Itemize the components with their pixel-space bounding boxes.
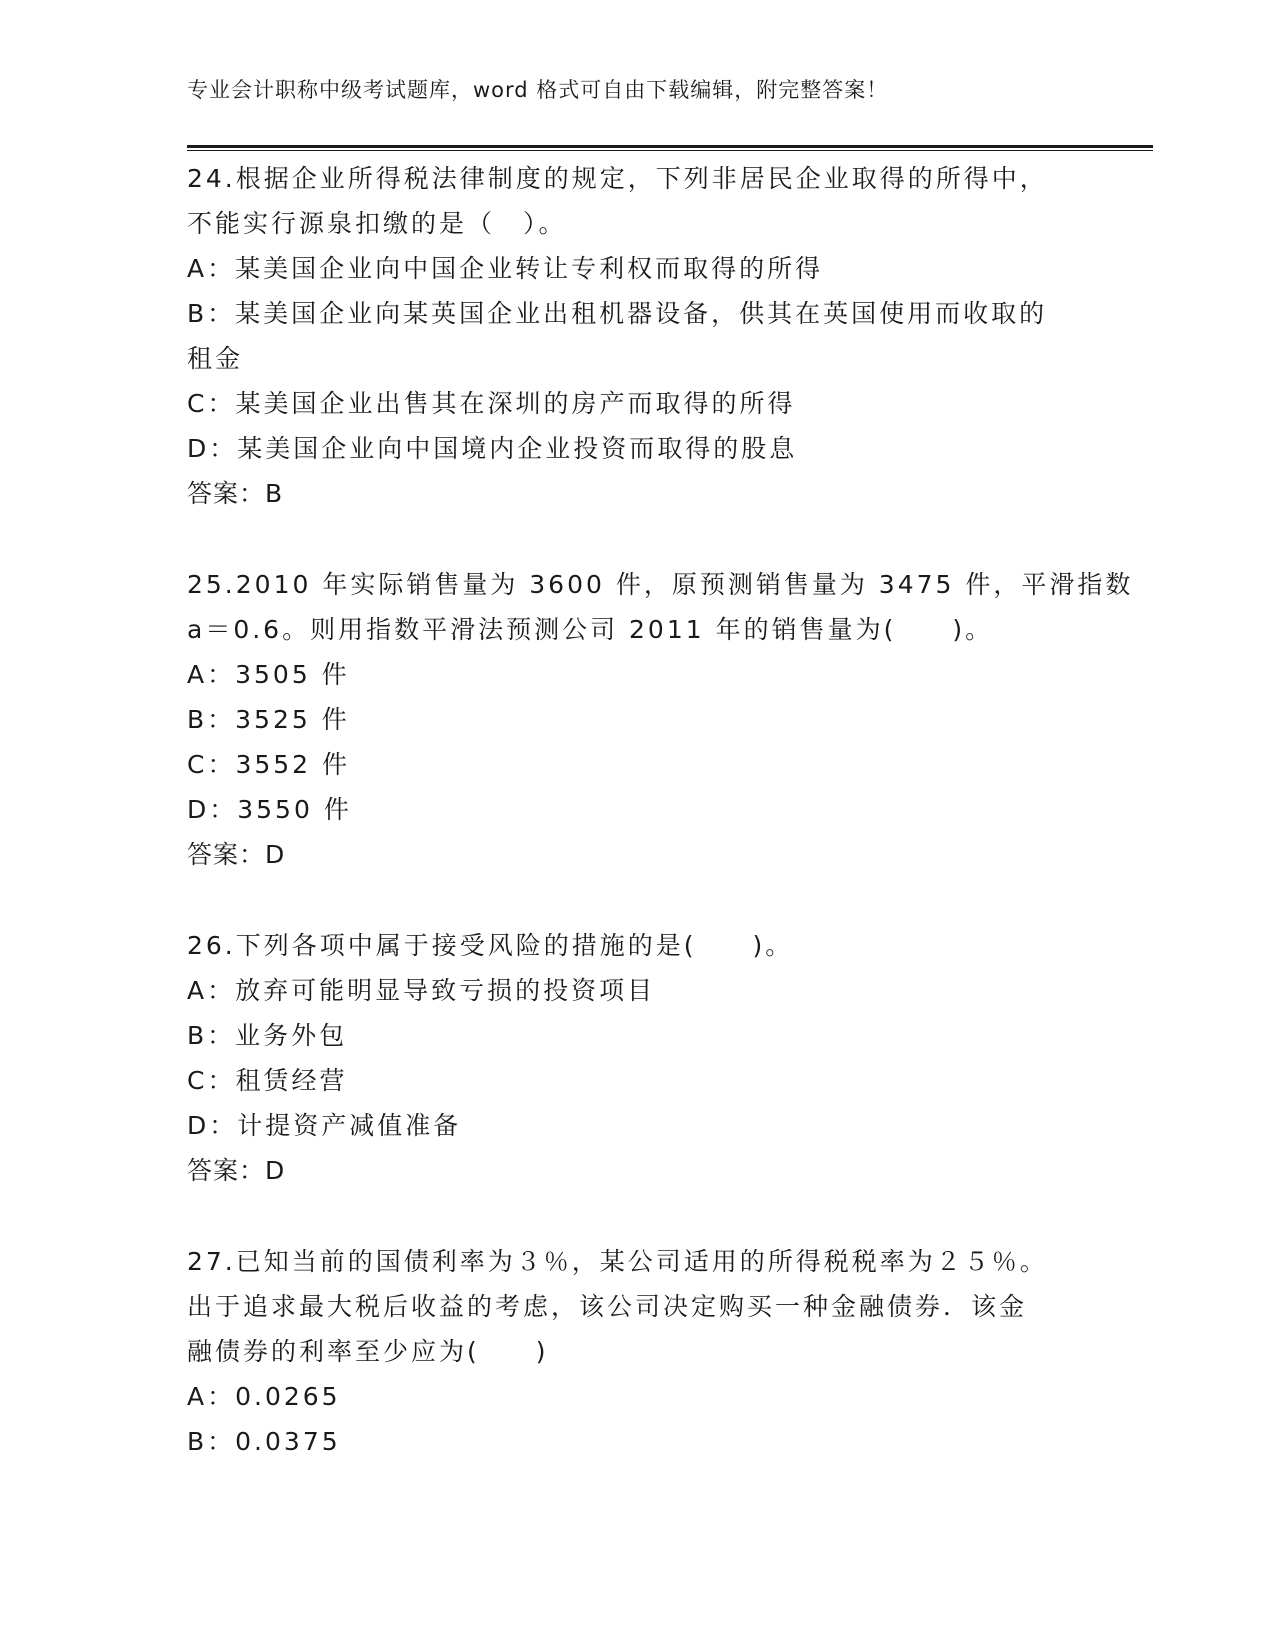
question-26 [187, 923, 1087, 1193]
option-a: A：3505 件 [187, 660, 350, 689]
header-rule-thin [187, 150, 1153, 151]
question-stem-line: 出于追求最大税后收益的考虑，该公司决定购买一种金融债券．该金 [187, 1292, 1028, 1321]
option-c: C：3552 件 [187, 750, 351, 779]
option-b: B：3525 件 [187, 705, 350, 734]
option-b: B：业务外包 [187, 1021, 348, 1050]
option-b-continued: 租金 [187, 344, 244, 373]
answer: 答案：B [187, 479, 284, 508]
question-stem-line: 24.根据企业所得税法律制度的规定，下列非居民企业取得的所得中， [187, 164, 1048, 193]
question-stem-line: 融债券的利率至少应为( ) [187, 1337, 549, 1366]
answer: 答案：D [187, 840, 286, 869]
option-b: B：0.0375 [187, 1427, 341, 1456]
option-b: B：某美国企业向某英国企业出租机器设备，供其在英国使用而收取的 [187, 299, 1048, 328]
question-24 [187, 156, 1087, 516]
option-a: A：放弃可能明显导致亏损的投资项目 [187, 976, 656, 1005]
page-header: 专业会计职称中级考试题库，word 格式可自由下载编辑，附完整答案！ [187, 78, 889, 102]
question-stem-line: a＝0.6。则用指数平滑法预测公司 2011 年的销售量为( )。 [187, 615, 994, 644]
option-d: D：计提资产减值准备 [187, 1111, 462, 1140]
question-list [187, 156, 1134, 1464]
header-rule-thick [187, 145, 1153, 148]
spacer [187, 1193, 1087, 1239]
option-d: D：3550 件 [187, 795, 352, 824]
question-stem-line: 25.2010 年实际销售量为 3600 件，原预测销售量为 3475 件，平滑指数 [187, 570, 1134, 599]
option-c: C：某美国企业出售其在深圳的房产而取得的所得 [187, 389, 796, 418]
option-d: D：某美国企业向中国境内企业投资而取得的股息 [187, 434, 798, 463]
spacer [187, 516, 1087, 562]
question-stem-line: 26.下列各项中属于接受风险的措施的是( )。 [187, 931, 794, 960]
spacer [187, 877, 1087, 923]
question-27 [187, 1239, 1087, 1464]
question-stem-line: 27.已知当前的国债利率为３％，某公司适用的所得税税率为２５％。 [187, 1247, 1048, 1276]
answer: 答案：D [187, 1156, 286, 1185]
option-a: A：某美国企业向中国企业转让专利权而取得的所得 [187, 254, 824, 283]
question-25 [187, 562, 1134, 877]
option-c: C：租赁经营 [187, 1066, 348, 1095]
question-stem-line: 不能实行源泉扣缴的是（ ）。 [187, 209, 567, 238]
option-a: A：0.0265 [187, 1382, 341, 1411]
